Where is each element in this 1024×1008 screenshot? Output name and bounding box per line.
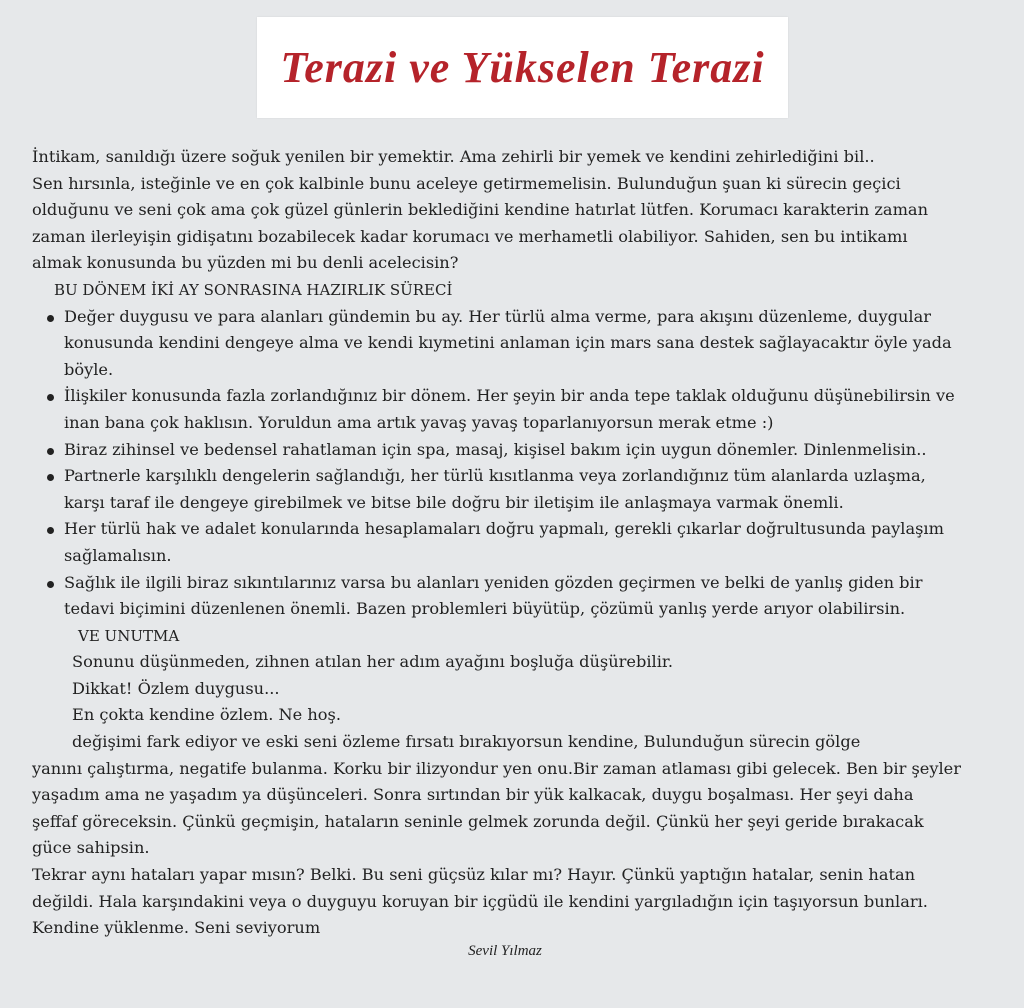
list-item	[32, 304, 962, 384]
ve-unutma-heading: VE UNUTMA	[78, 626, 180, 645]
text-line: değişimi fark ediyor ve eski seni özleme fırsatı bırakıyorsun kendine, Bulunduğun sürecin gölge	[72, 732, 861, 752]
bullet-icon	[47, 448, 54, 455]
list-item-text: Partnerle karşılıklı dengelerin sağlandığı, her türlü kısıtlanma veya zorlandığınız tüm alanlarda uzlaşma, karşı taraf ile dengeye girebilmek ve bitse bile doğru bir iletişim ile anlaşmaya varmak önemli.	[64, 466, 926, 512]
bullet-list	[32, 304, 962, 623]
list-item-text: Değer duygusu ve para alanları gündemin bu ay. Her türlü alma verme, para akışını düzenleme, duygular konusunda kendini dengeye alma ve kendi kıymetini anlaman için mars sana destek sağlayacaktır öyle yada böyle.	[64, 306, 952, 379]
change-paragraph: yanını çalıştırma, negatife bulanma. Korku bir ilizyondur yen onu.Bir zaman atlaması gibi gelecek. Ben bir şeyler yaşadım ama ne yaşadım ya düşünceleri. Sonra sırtından bir yük kalkacak, duygu boşalması. Her şeyi daha şeffaf göreceksin. Çünkü geçmişin, hataların seninle gelmek zorunda değil. Çünkü her şeyi geride bırakacak güce sahipsin.	[32, 758, 962, 858]
list-item	[32, 570, 962, 623]
section-heading: BU DÖNEM İKİ AY SONRASINA HAZIRLIK SÜRECİ	[54, 280, 453, 299]
bullet-icon	[47, 394, 54, 401]
bullet-icon	[47, 581, 54, 588]
title-card	[257, 17, 788, 118]
text-line: Sonunu düşünmeden, zihnen atılan her adım ayağını boşluğa düşürebilir.	[72, 652, 673, 672]
bullet-icon	[47, 527, 54, 534]
intro-line-1: İntikam, sanıldığı üzere soğuk yenilen bir yemektir. Ama zehirli bir yemek ve kendini zehirlediğini bil..	[32, 147, 875, 166]
list-item	[32, 383, 962, 436]
intro-paragraph: Sen hırsınla, isteğinle ve en çok kalbinle bunu aceleye getirmemelisin. Bulunduğun şuan ki sürecin geçici olduğunu ve seni çok ama çok güzel günlerin beklediğini kendine hatırlat lütfen. Korumacı karakterin zaman zaman ilerleyişin gidişatını bozabilecek kadar korumacı ve merhametli olabiliyor. Sahiden, sen bu intikamı almak konusunda bu yüzden mi bu denli acelecisin?	[32, 173, 929, 273]
article-body	[32, 144, 962, 942]
list-item-text: Sağlık ile ilgili biraz sıkıntılarınız varsa bu alanları yeniden gözden geçirmen ve belki de yanlış giden bir tedavi biçimini düzenlenen önemli. Bazen problemleri büyütüp, çözümü yanlış yerde arıyor olabilirsin.	[64, 572, 923, 619]
bullet-icon	[47, 474, 54, 481]
text-line: Dikkat! Özlem duygusu...	[72, 678, 280, 698]
page-title: Terazi ve Yükselen Terazi	[280, 43, 765, 92]
list-item-text: Her türlü hak ve adalet konularında hesaplamaları doğru yapmalı, gerekli çıkarlar doğrultusunda paylaşım sağlamalısın.	[64, 519, 944, 565]
list-item	[32, 437, 962, 464]
list-item	[32, 463, 962, 516]
list-item	[32, 516, 962, 569]
text-line: En çokta kendine özlem. Ne hoş.	[72, 705, 341, 725]
bullet-icon	[47, 315, 54, 322]
signature: Sevil Yılmaz	[468, 943, 542, 959]
list-item-text: Biraz zihinsel ve bedensel rahatlaman için spa, masaj, kişisel bakım için uygun dönemler. Dinlenmelisin..	[64, 439, 927, 459]
closing-paragraph: Tekrar aynı hataları yapar mısın? Belki. Bu seni güçsüz kılar mı? Hayır. Çünkü yaptığın hatalar, senin hatan değildi. Hala karşındakini veya o duyguyu koruyan bir içgüdü ile kendini yargıladığın için taşıyorsun bunları. Kendine yüklenme. Seni seviyorum	[32, 865, 928, 938]
list-item-text: İlişkiler konusunda fazla zorlandığınız bir dönem. Her şeyin bir anda tepe taklak olduğunu düşünebilirsin ve inan bana çok haklısın. Yoruldun ama artık yavaş yavaş toparlanıyorsun merak etme :)	[64, 386, 955, 432]
